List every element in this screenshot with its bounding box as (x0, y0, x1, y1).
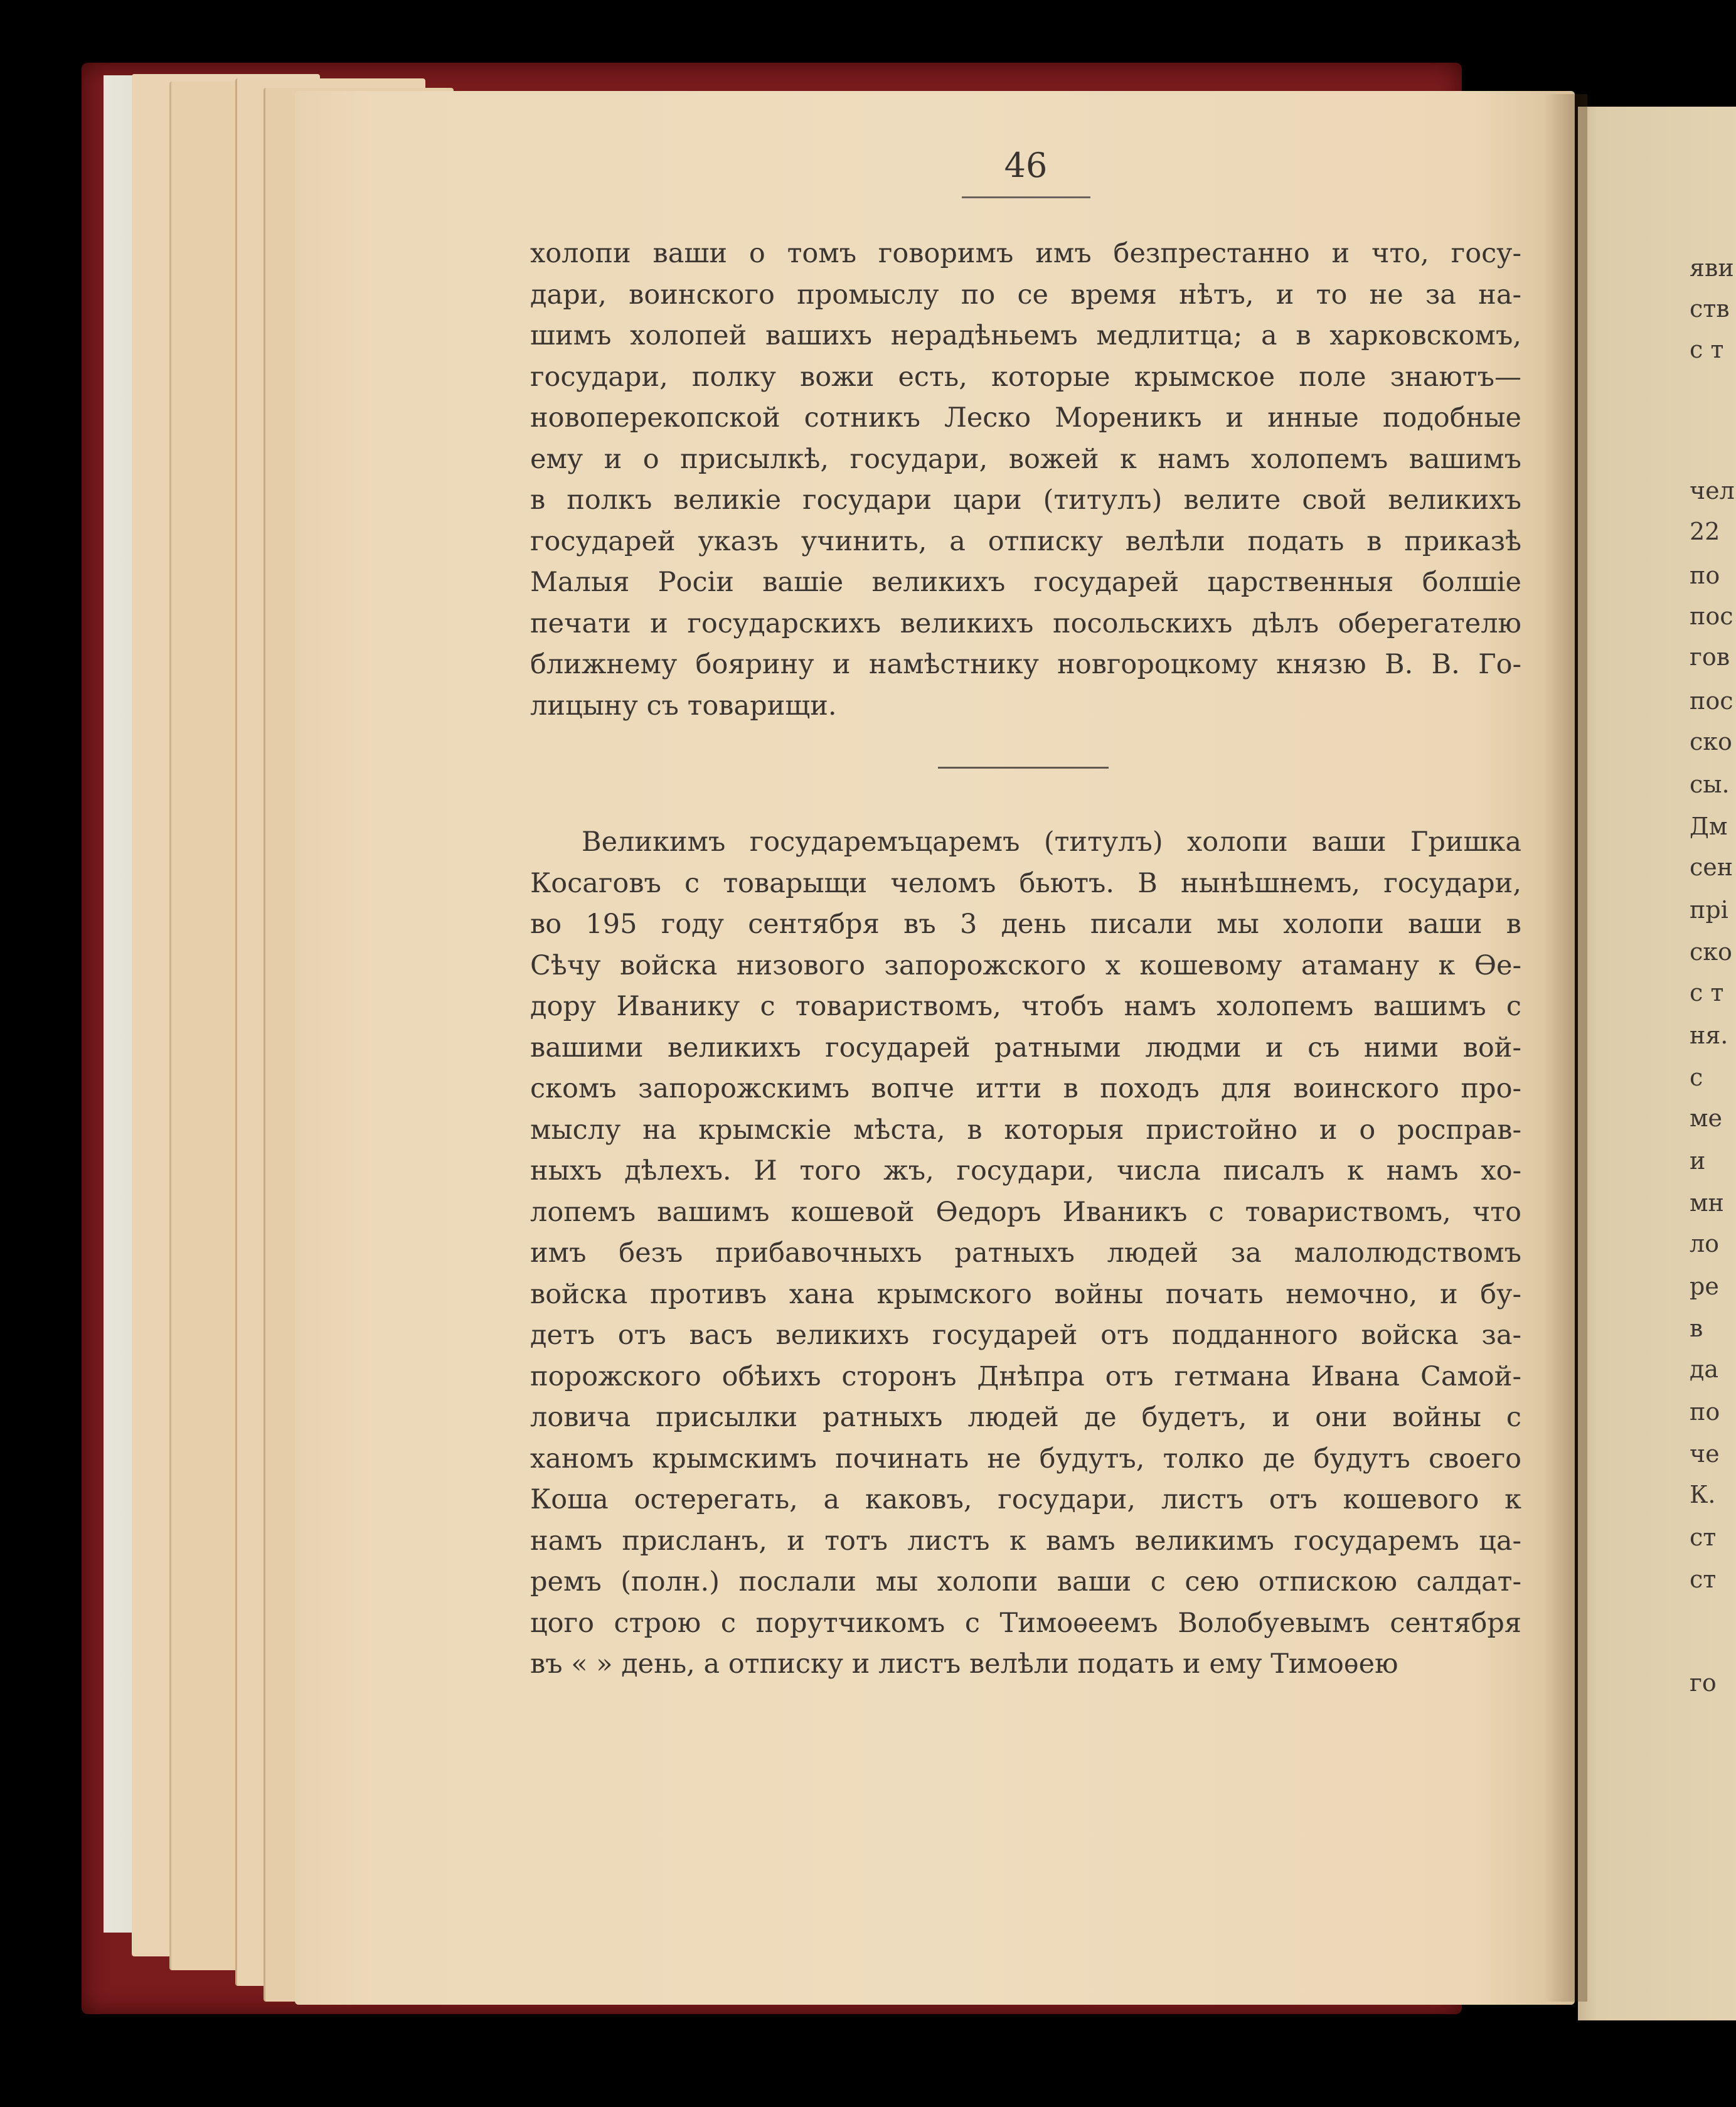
text-line: новоперекопской сотникъ Леско Мореникъ и инные подобные (530, 402, 1521, 434)
right-page-fragment: пос (1690, 687, 1733, 715)
right-page-fragment: ст (1690, 1566, 1717, 1593)
right-page-fragment: да (1690, 1355, 1719, 1383)
right-page-fragment: и (1690, 1147, 1706, 1175)
right-page-fragment: ме (1690, 1104, 1723, 1132)
text-line: Коша остерегать, а каковъ, государи, листъ отъ кошевого к (530, 1484, 1521, 1515)
paragraph-2 (530, 822, 1521, 1685)
text-line: детъ отъ васъ великихъ государей отъ подданного войска за- (530, 1320, 1521, 1351)
book-gutter (1543, 94, 1587, 2002)
text-line: во 195 году сентября въ 3 день писали мы холопи ваши в (530, 909, 1521, 940)
text-line: Великимъ государемъцаремъ (титулъ) холопи ваши Гришка (582, 826, 1521, 858)
right-page-fragment: прі (1690, 896, 1728, 924)
text-line: шимъ холопей вашихъ нерадѣньемъ медлитца; а в харковскомъ, (530, 320, 1521, 351)
text-line: государей указъ учинить, а отписку велѣли подать в приказѣ (530, 525, 1521, 557)
text-line: ловича присылки ратныхъ людей де будетъ, и они войны с (530, 1402, 1521, 1433)
right-page-fragment: с (1690, 1064, 1703, 1091)
text-line: ханомъ крымскимъ починать не будутъ, толко де будутъ своего (530, 1443, 1521, 1475)
right-page-fragment: 22 (1690, 518, 1720, 545)
right-page-fragment: по (1690, 562, 1720, 589)
right-page-fragment: по (1690, 1398, 1720, 1426)
right-page (1578, 107, 1736, 2020)
right-page-fragment: в (1690, 1315, 1703, 1342)
right-page-fragment: с т (1690, 336, 1724, 363)
right-page-fragment: ско (1690, 938, 1732, 966)
right-page-fragment: К. (1690, 1481, 1716, 1508)
right-page-fragment: мн (1690, 1189, 1724, 1217)
right-page-fragment: ств (1690, 295, 1730, 323)
text-line: вашими великихъ государей ратными людми и съ ними вой- (530, 1032, 1521, 1064)
text-line: скомъ запорожскимъ вопче итти в походъ для воинского про- (530, 1073, 1521, 1104)
text-line: Косаговъ с товарыщи челомъ бьютъ. В нынѣшнемъ, государи, (530, 867, 1521, 899)
text-line: войска противъ хана крымского войны почать немочно, и бу- (530, 1278, 1521, 1310)
right-page-fragment: сен (1690, 853, 1733, 881)
page-number-rule (962, 196, 1090, 198)
right-page-fragment: ст (1690, 1523, 1717, 1551)
right-page-fragment: ско (1690, 728, 1732, 755)
text-line: ближнему боярину и намѣстнику новгороцкому князю В. В. Го- (530, 649, 1521, 680)
right-page-fragment: гов (1690, 643, 1730, 671)
paragraph-1 (530, 233, 1521, 727)
text-line: ныхъ дѣлехъ. И того жъ, государи, числа писалъ к намъ хо- (530, 1155, 1521, 1187)
right-page-fragment: ня. (1690, 1021, 1728, 1049)
text-line: государи, полку вожи есть, которые крымское поле знаютъ— (530, 361, 1521, 393)
text-line: в полкъ великіе государи цари (титулъ) велите свой великихъ (530, 484, 1521, 516)
right-page-fragment: че (1690, 1440, 1720, 1468)
text-line: печати и государскихъ великихъ посольскихъ дѣлъ оберегателю (530, 607, 1521, 639)
right-page-fragment: пос (1690, 602, 1733, 630)
section-separator (938, 767, 1109, 769)
text-line: намъ присланъ, и тотъ листъ к вамъ великимъ государемъ ца- (530, 1525, 1521, 1557)
text-line: лицыну съ товарищи. (530, 690, 837, 722)
text-line: Сѣчу войска низового запорожского х кошевому атаману к Ѳе- (530, 949, 1521, 981)
text-line: холопи ваши о томъ говоримъ имъ безпрестанно и что, госу- (530, 238, 1521, 269)
text-line: ремъ (полн.) послали мы холопи ваши с сею отпискою салдат- (530, 1566, 1521, 1598)
text-line: въ « » день, а отписку и листъ велѣли подать и ему Тимоѳею (530, 1648, 1398, 1680)
text-line: дари, воинского промыслу по се время нѣтъ, и то не за на- (530, 279, 1521, 311)
right-page-fragment: ло (1690, 1230, 1720, 1257)
right-page-fragment: сы. (1690, 771, 1730, 798)
right-page-fragment: яви (1690, 254, 1734, 282)
right-page-fragment: с т (1690, 979, 1724, 1006)
text-line: ему и о присылкѣ, государи, вожей к намъ холопемъ вашимъ (530, 443, 1521, 475)
text-line: Малыя Росіи вашіе великихъ государей царственныя болшіе (530, 567, 1521, 598)
text-line: цого строю с порутчикомъ с Тимоѳеемъ Волобуевымъ сентября (530, 1607, 1521, 1639)
text-line: дору Иванику с товариствомъ, чтобъ намъ холопемъ вашимъ с (530, 991, 1521, 1022)
text-line: лопемъ вашимъ кошевой Ѳедоръ Иваникъ с товариствомъ, что (530, 1196, 1521, 1228)
right-page-fragment: чел (1690, 477, 1735, 504)
text-line: мыслу на крымскіе мѣста, в которыя пристойно и о росправ- (530, 1114, 1521, 1146)
right-page-fragment: го (1690, 1669, 1717, 1697)
right-page-fragment: Дм (1690, 813, 1728, 840)
page-number: 46 (1004, 146, 1048, 185)
text-line: порожского обѣихъ сторонъ Днѣпра отъ гетмана Ивана Самой- (530, 1360, 1521, 1392)
text-line: имъ безъ прибавочныхъ ратныхъ людей за малолюдствомъ (530, 1237, 1521, 1269)
right-page-fragment: ре (1690, 1272, 1719, 1300)
